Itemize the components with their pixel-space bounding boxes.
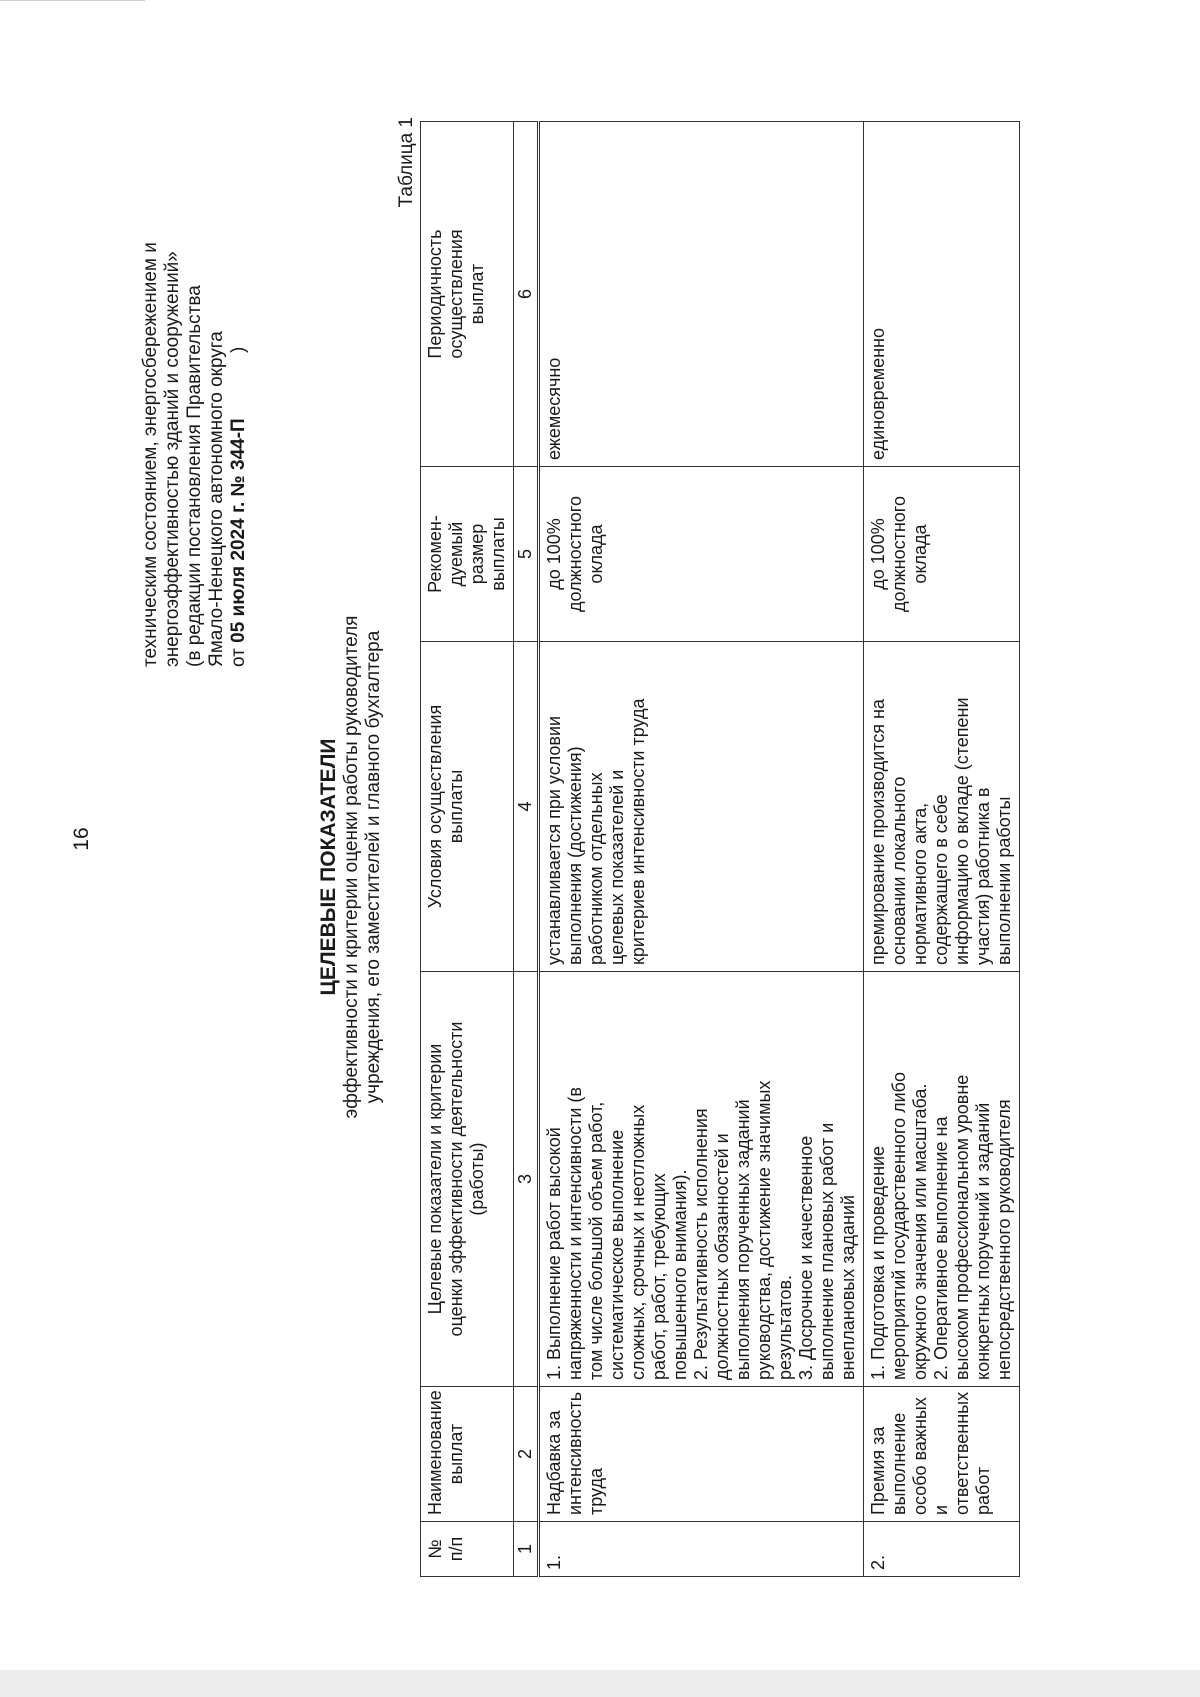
row-conditions: премирование производится на основании локального нормативного акта, содержащего в себе информацию о вкладе (степени участия) работника в выполнении работы bbox=[864, 642, 1020, 972]
header-cell-number: № п/п bbox=[421, 1522, 514, 1577]
title-main: ЦЕЛЕВЫЕ ПОКАЗАТЕЛИ bbox=[317, 738, 340, 996]
row-conditions: устанавливается при условии выполнения (достижения) работником отдельных целевых показателей и критериев интенсивности труда bbox=[539, 642, 864, 972]
row-amount: до 100% должностного оклада bbox=[539, 467, 864, 642]
column-number: 6 bbox=[514, 122, 539, 467]
header-note-line: Ямало-Ненецкого автономного округа bbox=[206, 331, 227, 667]
row-number: 2. bbox=[864, 1522, 1020, 1577]
column-number: 4 bbox=[514, 642, 539, 972]
column-number: 5 bbox=[514, 467, 539, 642]
header-cell-criteria: Целевые показатели и критерии оценки эффективности деятельности (работы) bbox=[421, 972, 514, 1387]
indicators-table bbox=[420, 121, 1020, 1577]
closing-paren: ) bbox=[228, 346, 249, 354]
page-number: 16 bbox=[70, 827, 93, 851]
header-note-date-line bbox=[228, 147, 250, 667]
title-subtitle-line: эффективности и критерии оценки работы руководителя bbox=[341, 615, 362, 1119]
column-number: 2 bbox=[514, 1387, 539, 1522]
header-note-line: техническим состоянием, энергосбережением и bbox=[140, 242, 161, 667]
header-cell-amount: Рекомен- дуемый размер выплаты bbox=[421, 467, 514, 642]
row-periodicity: ежемесячно bbox=[539, 122, 864, 467]
column-number-row bbox=[514, 122, 539, 1577]
row-criteria: 1. Подготовка и проведение мероприятий государственного либо окружного значения или масштаба. 2. Оперативное выполнение на высоком профессиональном уровне конкретных поручений и заданий непосредственного руководителя bbox=[864, 972, 1020, 1387]
header-note-line: (в редакции постановления Правительства bbox=[184, 285, 205, 667]
column-number: 1 bbox=[514, 1522, 539, 1577]
row-payment-name: Надбавка за интенсивность труда bbox=[539, 1387, 864, 1522]
row-criteria: 1. Выполнение работ высокой напряженности и интенсивности (в том числе большой объем работ, систематическое выполнение сложных, срочных и неотложных работ, работ, требующих повышенного внимания). 2. Результативность исполнения должностных обязанностей и выполнения порученных заданий руководства, достижение значимых результатов. 3. Досрочное и качественное выполнение плановых работ и внеплановых заданий bbox=[539, 972, 864, 1387]
header-cell-periodicity: Периодичность осуществления выплат bbox=[421, 122, 514, 467]
column-number: 3 bbox=[514, 972, 539, 1387]
table-row bbox=[864, 122, 1020, 1577]
row-periodicity: единовременно bbox=[864, 122, 1020, 467]
title-subtitle-line: учреждения, его заместителей и главного бухгалтера bbox=[363, 630, 384, 1104]
table-caption: Таблица 1 bbox=[396, 117, 417, 208]
date-prefix: от bbox=[228, 648, 249, 667]
row-number: 1. bbox=[539, 1522, 864, 1577]
date-value: 05 июля 2024 г. № 344-П bbox=[228, 418, 249, 643]
row-amount: до 100% должностного оклада bbox=[864, 467, 1020, 642]
header-note bbox=[140, 147, 250, 667]
header-cell-conditions: Условия осуществления выплаты bbox=[421, 642, 514, 972]
header-note-line: энергоэффективностью зданий и сооружений» bbox=[162, 251, 183, 667]
table-row bbox=[539, 122, 864, 1577]
table-header-row bbox=[421, 122, 514, 1577]
header-cell-name: Наименование выплат bbox=[421, 1387, 514, 1522]
row-payment-name: Премия за выполнение особо важных и ответственных работ bbox=[864, 1387, 1020, 1522]
document-title bbox=[317, 417, 385, 1317]
